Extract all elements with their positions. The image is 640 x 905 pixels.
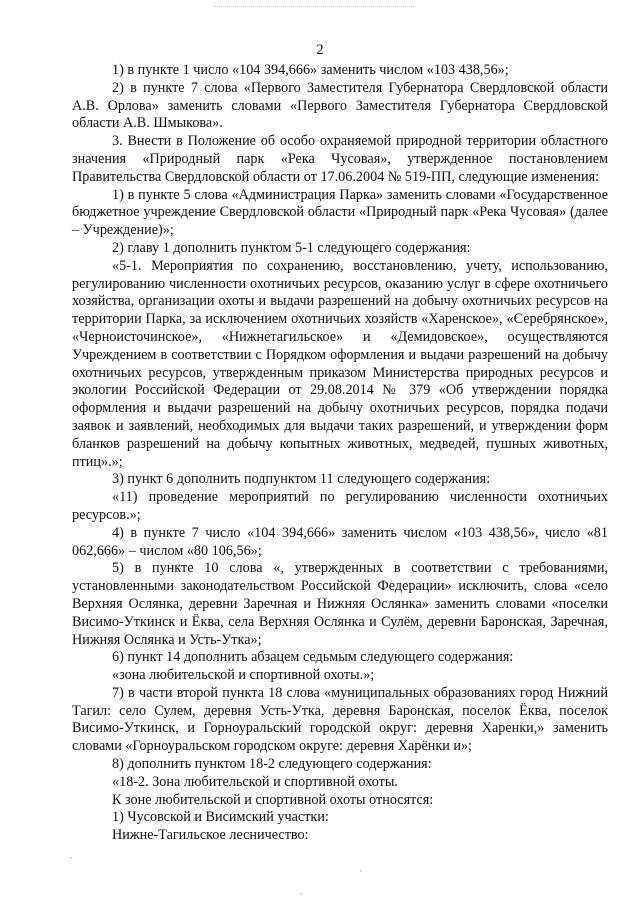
paragraph: 3. Внести в Положение об особо охраняемой природной территории областного значения «Природный парк «Река Чусовая», утвержденное постановлением Правительства Свердловской области от 17.06.2004 № 519-ПП, следующие изменения: bbox=[72, 133, 608, 185]
scan-speck bbox=[70, 857, 72, 859]
paragraph: 1) в пункте 5 слова «Администрация Парка» заменить словами «Государственное бюджетное учреждение Свердловской области «Природный парк «Река Чусовая» (далее – Учреждение)»; bbox=[72, 186, 608, 239]
paragraph: 4) в пункте 7 число «104 394,666» заменить числом «103 438,56», число «81 062,666» – числом «80 106,56»; bbox=[72, 524, 608, 559]
paragraph: «18-2. Зона любительской и спортивной охоты. bbox=[112, 773, 398, 790]
paragraph: «5-1. Мероприятия по сохранению, восстановлению, учету, использованию, регулированию численности охотничьих ресурсов, оказанию услуг в сфере охотничьего хозяйства, организации охоты и выдачи разрешений на добычу охотничьих ресурсов на территории Парка, за исключением охотничьих хозяйств «Харенское», «Серебрянское», «Черноисточинское», «Нижнетагильское» и «Демидовское», осуществляются Учреждением в соответствии с Порядком оформления и выдачи разрешений на добычу охотничьих ресурсов, утвержденным приказом Министерства природных ресурсов и экологии Российской Федерации от 29.08.2014 № 379 «Об утверждении порядка оформления и выдачи разрешений на добычу охотничьих ресурсов, порядка подачи заявок и заявлений, необходимых для выдачи таких разрешений, и утверждении форм бланков разрешений на добычу копытных животных, медведей, пушных животных, птиц».»; bbox=[72, 257, 608, 470]
paragraph: 6) пункт 14 дополнить абзацем седьмым следующего содержания: bbox=[112, 649, 514, 666]
paragraph: «зона любительской и спортивной охоты.»; bbox=[112, 667, 375, 684]
document-body bbox=[72, 62, 608, 845]
scan-artifact bbox=[214, 6, 414, 8]
scan-speck bbox=[360, 870, 362, 872]
paragraph: 1) в пункте 1 число «104 394,666» заменить числом «103 438,56»; bbox=[112, 62, 509, 78]
paragraph: 2) в пункте 7 слова «Первого Заместителя Губернатора Свердловской области А.В. Орлова» заменить словами «Первого Заместителя Губернатора Свердловской области А.В. Шмыкова». bbox=[72, 79, 608, 132]
scan-speck bbox=[300, 893, 302, 895]
paragraph: 3) пункт 6 дополнить подпунктом 11 следующего содержания: bbox=[112, 471, 491, 488]
paragraph: 5) в пункте 10 слова «, утвержденных в соответствии с требованиями, установленными законодательством Российской Федерации» исключить, слова «село Верхняя Ослянка, деревни Заречная и Нижняя Ослянка» заменить словами «поселки Висимо-Уткинск и Ёква, села Верхняя Ослянка и Сулём, деревни Баронская, Заречная, Нижняя Ослянка и Усть-Утка»; bbox=[72, 560, 608, 648]
paragraph: 7) в части второй пункта 18 слова «муниципальных образованиях город Нижний Тагил: село Сулем, деревня Усть-Утка, деревня Баронская, поселок Ёква, поселок Висимо-Уткинск, и Горноуральский городской округ: деревня Харенки,» заменить словами «Горноуральском городском округе: деревня Харёнки и»; bbox=[72, 684, 608, 755]
paragraph: 1) Чусовской и Висимский участки: bbox=[112, 809, 329, 826]
page-number: 2 bbox=[316, 42, 324, 58]
paragraph: 2) главу 1 дополнить пунктом 5-1 следующего содержания: bbox=[112, 239, 471, 256]
paragraph: Нижне-Тагильское лесничество: bbox=[112, 827, 309, 844]
paragraph: 8) дополнить пунктом 18-2 следующего содержания: bbox=[112, 756, 432, 773]
paragraph: «11) проведение мероприятий по регулированию численности охотничьих ресурсов.»; bbox=[72, 489, 608, 523]
paragraph: К зоне любительской и спортивной охоты относятся: bbox=[112, 791, 434, 808]
